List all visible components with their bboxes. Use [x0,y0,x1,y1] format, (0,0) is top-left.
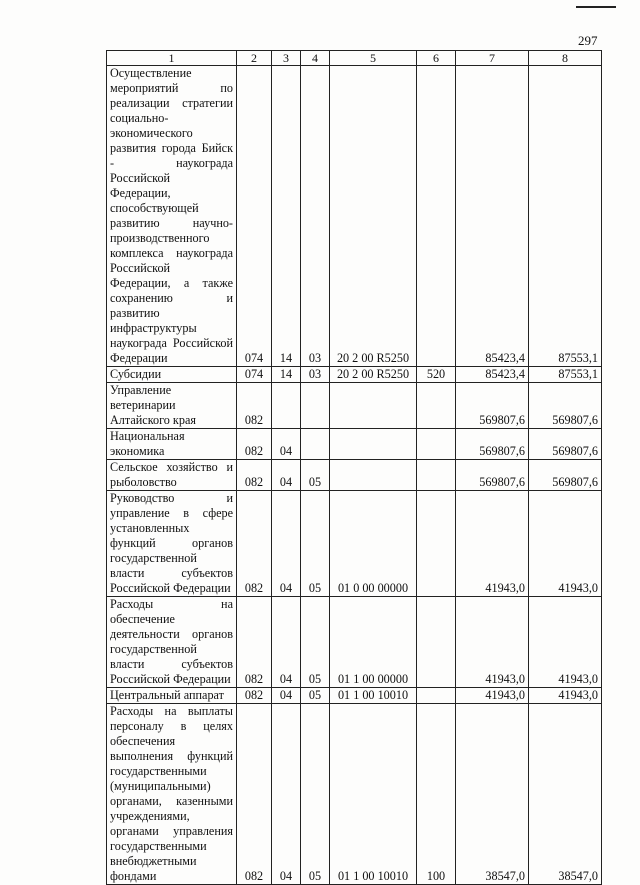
cell-target-article: 20 2 00 R5250 [330,367,417,383]
cell-amount-2: 569807,6 [529,383,602,429]
row-name: Центральный аппарат [107,688,237,704]
cell-admin-code: 082 [237,597,272,688]
row-name: Руководство и управление в сфере установленных функций органов государственной власти субъектов Российской Федерации [107,491,237,597]
col-header-4: 4 [301,51,330,66]
cell-amount-2: 41943,0 [529,491,602,597]
cell-subsection: 05 [301,688,330,704]
cell-amount-2: 41943,0 [529,688,602,704]
col-header-2: 2 [237,51,272,66]
cell-expense-type [417,688,456,704]
cell-target-article: 01 1 00 00000 [330,597,417,688]
cell-section: 04 [272,688,301,704]
col-header-8: 8 [529,51,602,66]
cell-subsection: 03 [301,367,330,383]
cell-subsection [301,383,330,429]
cell-subsection: 03 [301,66,330,367]
row-name: Сельское хозяйство и рыболовство [107,460,237,491]
col-header-5: 5 [330,51,417,66]
cell-section: 04 [272,460,301,491]
cell-target-article: 20 2 00 R5250 [330,66,417,367]
top-rule [576,6,616,8]
cell-subsection: 05 [301,704,330,885]
cell-amount-1: 41943,0 [456,688,529,704]
table-row [107,66,602,367]
cell-amount-2: 87553,1 [529,367,602,383]
cell-admin-code: 082 [237,460,272,491]
cell-section: 14 [272,367,301,383]
cell-target-article [330,460,417,491]
cell-admin-code: 082 [237,491,272,597]
cell-expense-type [417,429,456,460]
table-row [107,491,602,597]
cell-section: 14 [272,66,301,367]
table-row [107,597,602,688]
cell-admin-code: 074 [237,66,272,367]
cell-expense-type [417,597,456,688]
cell-target-article: 01 1 00 10010 [330,704,417,885]
row-name: Национальная экономика [107,429,237,460]
cell-admin-code: 074 [237,367,272,383]
cell-amount-1: 38547,0 [456,704,529,885]
cell-expense-type [417,460,456,491]
table-row [107,460,602,491]
cell-admin-code: 082 [237,383,272,429]
row-name: Осуществление мероприятий по реализации стратегии социально-экономического развития города Бийск - наукограда Российской Федерации, способствующей развитию научно-производственного комплекса наукограда Российской Федерации, а также сохранению и развитию инфраструктуры наукограда Российской Федерации [107,66,237,367]
page-number: 297 [578,33,598,48]
cell-amount-1: 41943,0 [456,491,529,597]
cell-expense-type [417,383,456,429]
cell-admin-code: 082 [237,704,272,885]
header-row [107,51,602,66]
cell-target-article [330,429,417,460]
cell-amount-1: 41943,0 [456,597,529,688]
col-header-7: 7 [456,51,529,66]
cell-amount-1: 569807,6 [456,429,529,460]
cell-section: 04 [272,491,301,597]
table-row [107,704,602,885]
cell-expense-type [417,491,456,597]
cell-expense-type: 520 [417,367,456,383]
cell-amount-1: 85423,4 [456,367,529,383]
cell-target-article: 01 1 00 10010 [330,688,417,704]
row-name: Расходы на обеспечение деятельности органов государственной власти субъектов Российской Федерации [107,597,237,688]
cell-section: 04 [272,429,301,460]
cell-amount-2: 569807,6 [529,460,602,491]
budget-table [106,50,602,885]
cell-amount-2: 87553,1 [529,66,602,367]
cell-section [272,383,301,429]
cell-amount-1: 85423,4 [456,66,529,367]
cell-target-article [330,383,417,429]
row-name: Субсидии [107,367,237,383]
cell-subsection [301,429,330,460]
col-header-6: 6 [417,51,456,66]
cell-amount-1: 569807,6 [456,460,529,491]
table-row [107,367,602,383]
cell-section: 04 [272,597,301,688]
cell-subsection: 05 [301,597,330,688]
cell-section: 04 [272,704,301,885]
table-row [107,688,602,704]
cell-amount-1: 569807,6 [456,383,529,429]
col-header-3: 3 [272,51,301,66]
col-header-1: 1 [107,51,237,66]
cell-amount-2: 569807,6 [529,429,602,460]
cell-admin-code: 082 [237,688,272,704]
cell-amount-2: 38547,0 [529,704,602,885]
cell-expense-type [417,66,456,367]
cell-subsection: 05 [301,460,330,491]
cell-admin-code: 082 [237,429,272,460]
cell-amount-2: 41943,0 [529,597,602,688]
row-name: Расходы на выплаты персоналу в целях обеспечения выполнения функций государственными (муниципальными) органами, казенными учреждениями, органами управления государственными внебюджетными фондами [107,704,237,885]
row-name: Управление ветеринарии Алтайского края [107,383,237,429]
table-row [107,429,602,460]
cell-subsection: 05 [301,491,330,597]
table-row [107,383,602,429]
cell-expense-type: 100 [417,704,456,885]
cell-target-article: 01 0 00 00000 [330,491,417,597]
